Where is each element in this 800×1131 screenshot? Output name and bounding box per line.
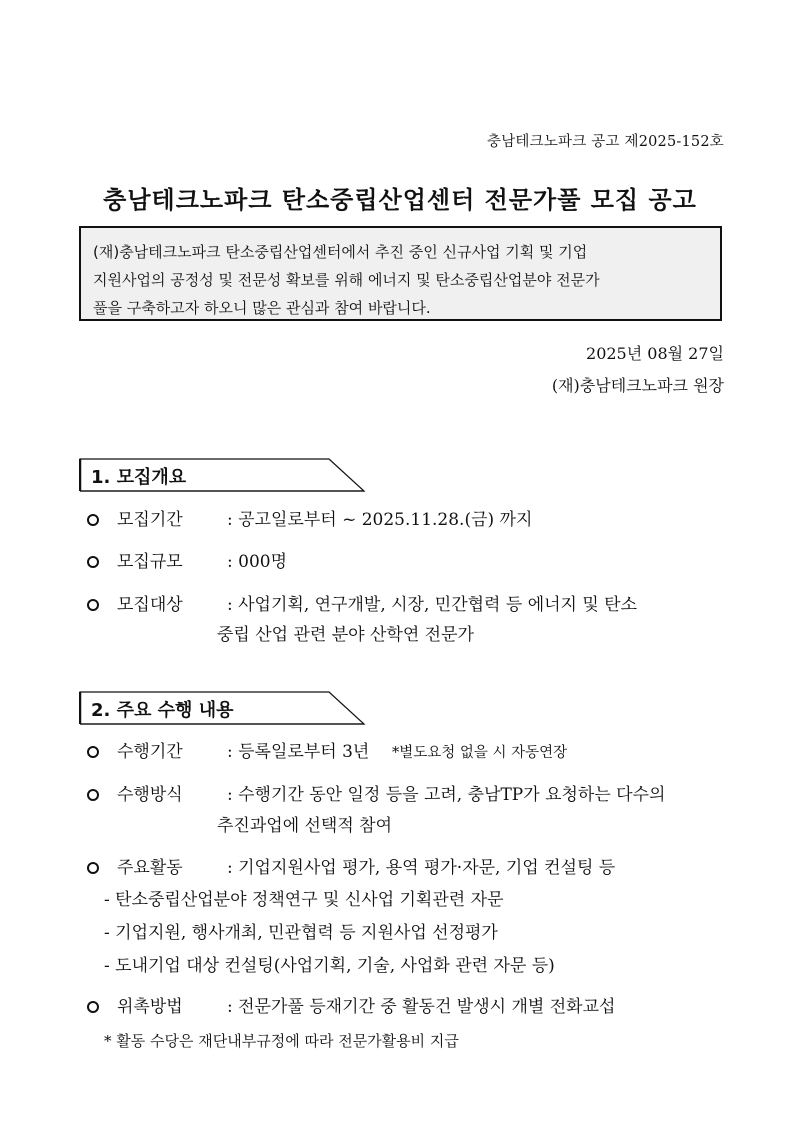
item-value: : 등록일로부터 3년 (227, 742, 370, 762)
intro-box (79, 226, 722, 321)
item-value: : 전문가풀 등재기간 중 활동건 발생시 개별 전화교섭 (227, 997, 616, 1017)
circle-bullet-icon (87, 789, 99, 801)
notice-number: 충남테크노파크 공고 제2025-152호 (487, 134, 724, 150)
item-value: : 000명 (227, 552, 288, 572)
circle-bullet-icon (87, 746, 99, 758)
section-2-heading (79, 691, 369, 725)
item-key: 모집대상 (117, 595, 183, 615)
item-key: 위촉방법 (117, 997, 183, 1017)
item-value-continued: 추진과업에 선택적 참여 (217, 816, 393, 836)
intro-line-3: 풀을 구축하고자 하오니 많은 관심과 참여 바랍니다. (93, 299, 431, 317)
issuer: (재)충남테크노파크 원장 (551, 376, 724, 395)
activity-sub-item: - 도내기업 대상 컨설팅(사업기획, 기술, 사업화 관련 자문 등) (104, 956, 555, 976)
circle-bullet-icon (87, 862, 99, 874)
item-key: 모집규모 (117, 552, 183, 572)
intro-line-2: 지원사업의 공정성 및 전문성 확보를 위해 에너지 및 탄소중립산업분야 전문가 (93, 271, 600, 289)
circle-bullet-icon (87, 514, 99, 526)
item-key: 수행기간 (117, 742, 183, 762)
item-value: : 기업지원사업 평가, 용역 평가·자문, 기업 컨설팅 등 (227, 858, 616, 878)
intro-line-1: (재)충남테크노파크 탄소중립산업센터에서 추진 중인 신규사업 기획 및 기업 (93, 243, 588, 261)
circle-bullet-icon (87, 1001, 99, 1013)
notice-date: 2025년 08월 27일 (586, 344, 724, 363)
circle-bullet-icon (87, 556, 99, 568)
activity-sub-item: - 탄소중립산업분야 정책연구 및 신사업 기획관련 자문 (104, 890, 504, 910)
item-key: 모집기간 (117, 510, 183, 530)
section-1-heading (79, 458, 369, 492)
section-1-title: 1. 모집개요 (91, 467, 187, 488)
allowance-footnote: * 활동 수당은 재단내부규정에 따라 전문가활용비 지급 (104, 1032, 459, 1050)
item-key: 수행방식 (117, 785, 183, 805)
activity-sub-item: - 기업지원, 행사개최, 민관협력 등 지원사업 선정평가 (104, 923, 498, 943)
item-value: : 공고일로부터 ~ 2025.11.28.(금) 까지 (227, 510, 533, 530)
item-key: 주요활동 (117, 858, 183, 878)
item-value-continued: 중립 산업 관련 분야 산학연 전문가 (217, 625, 474, 645)
item-value: : 수행기간 동안 일정 등을 고려, 충남TP가 요청하는 다수의 (227, 785, 666, 805)
auto-renew-note: *별도요청 없을 시 자동연장 (392, 745, 568, 761)
circle-bullet-icon (87, 599, 99, 611)
section-2-title: 2. 주요 수행 내용 (91, 700, 234, 721)
item-value: : 사업기획, 연구개발, 시장, 민간협력 등 에너지 및 탄소 (227, 595, 638, 615)
document-title: 충남테크노파크 탄소중립산업센터 전문가풀 모집 공고 (103, 186, 697, 214)
